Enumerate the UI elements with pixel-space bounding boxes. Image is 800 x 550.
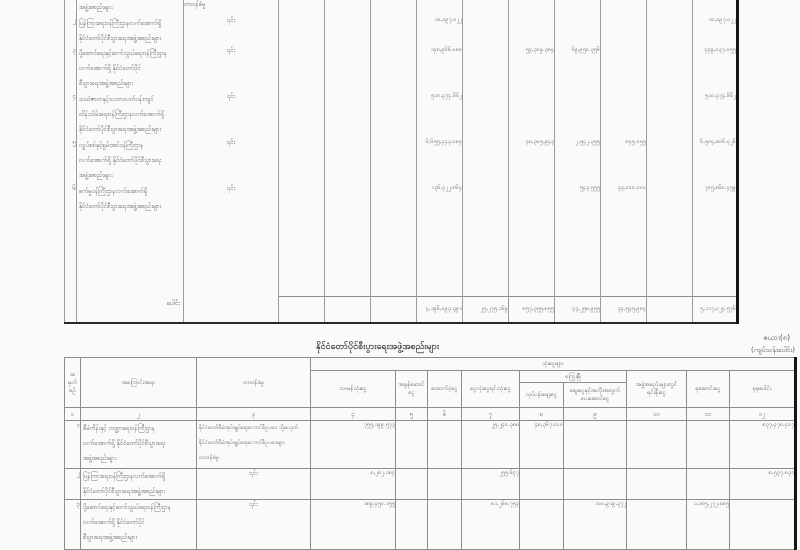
table-row: [65, 46, 738, 92]
column-number: ၃: [197, 408, 311, 421]
table-row: [65, 138, 738, 184]
row-label: [77, 46, 184, 92]
row-label: [77, 184, 184, 224]
label-line: လက်အောက်ရှိ နိုင်ငံတော်ပိုင်: [79, 65, 141, 72]
subsidy-header: ထောက်ပံ့ငွေ: [428, 371, 462, 408]
total-row: [65, 296, 738, 323]
label-line: ပြန်ကြားရေးဝန်ကြီးဌာနလက်အောက်ရှိ: [79, 20, 162, 27]
label-line: လက်အောက်ရှိ နိုင်ငံတော်ပိုင်စီးပွားရေး: [79, 157, 162, 164]
column-number: ၁၁: [687, 408, 730, 421]
subject-column-header: အကြောင်းအရာ: [81, 358, 197, 408]
amount-cell: [417, 0, 463, 16]
total-cell: ၅၁၀,၄၇၄.၆၆၂: [693, 92, 738, 138]
ordinary-expense-header: သာမန်သုံးငွေ: [311, 371, 396, 408]
row-serial: ၃: [65, 500, 81, 550]
amount-cell: ၈၁,၂၆၈.၇၅၃: [462, 500, 520, 550]
total-cell: [693, 0, 738, 16]
ditto-mark: ၎င်း: [184, 92, 279, 138]
row-label: [81, 421, 197, 469]
table-row: [65, 500, 796, 550]
grand-total-header: စုစုပေါင်း: [730, 371, 796, 408]
label-line: နိုင်ငံတော်ပိုင်စီးပွားရေးအဖွဲ့အစည်းများ: [79, 35, 162, 42]
row-serial: ၃: [65, 46, 77, 92]
responsibility-cell: တာဝန်ခံမှု: [184, 0, 279, 16]
label-line: လျှပ်စစ်နှင့်စွမ်းအင်ဝန်ကြီးဌာန: [79, 142, 144, 149]
empty-filler-row: [65, 224, 738, 296]
column-number-row: [65, 408, 796, 421]
total-amount: ၄၃,၂၅၈.၉၅၅: [555, 296, 601, 323]
amount-cell: ၆၉,၉၅၀.၃၅၆: [555, 46, 601, 92]
amount-cell: ၅၄၃.၅၅၅: [555, 184, 601, 224]
column-number: ၈: [520, 408, 564, 421]
responsibility-cell: နိုင်ငံတော်စီမံအုပ်ချုပ်ရေးကောင်စီဥပဒေ သို့မဟုတ် နိုင်ငံတော်စီမံအုပ်ချုပ်ရေးကောင်စီဥပဒေများ တာဝန်ခံမှု: [197, 421, 311, 469]
label-line: အဖွဲ့အစည်းများ: [83, 455, 117, 462]
total-label: ပေါင်း: [77, 296, 184, 323]
ditto-mark: ၎င်း: [184, 46, 279, 92]
table-row: [65, 184, 738, 224]
column-number: ၂: [81, 408, 197, 421]
label-line: အဖွဲ့အစည်းများ: [79, 172, 113, 179]
label-line: စီမံကိန်းနှင့် ဘဏ္ဍာရေးဝန်ကြီးဌာန: [83, 425, 155, 432]
label-line: လက်အောက်ရှိ နိုင်ငံတော်ပိုင်: [83, 519, 145, 526]
label-line: နိုင်ငံတော်ပိုင်စီးပွားရေးအဖွဲ့အစည်းများ: [79, 203, 162, 210]
amount-cell: ၆,၆၅၅,၄၄၃.၀၈၄: [417, 138, 463, 184]
label-line: ထိန်းသိမ်းရေးဝန်ကြီးဌာနလက်အောက်ရှိ: [79, 111, 164, 118]
row-label: [81, 500, 197, 550]
amount-cell: ၁၀,၀၉၇.၀၂၂: [417, 16, 463, 46]
amount-cell: ၄၈,၃၆၇.၀၀၀: [520, 421, 564, 469]
row-label: [77, 16, 184, 46]
see-expenditure-table: [64, 357, 797, 550]
capital-expense-header: ငွေလုံးငွေရင်းသုံးငွေ: [462, 371, 520, 408]
total-amount: ၃၄,၅၄၅.၉၈၄: [601, 296, 647, 323]
label-line: စက်မှုဝန်ကြီးဌာနလက်အောက်ရှိ: [79, 188, 148, 195]
column-number: ၄: [311, 408, 396, 421]
column-number: ၅: [396, 408, 428, 421]
amount-cell: ၁၈၉,၄၅၀.၁၅၅: [311, 500, 396, 550]
expenditure-group-header: သုံးငွေများ: [311, 358, 796, 371]
total-cell: ၆,၅၀၄,၈၀၆.၄၂၆: [693, 138, 738, 184]
amount-cell: ၁၀၀,၉၁၉.၃၇၂: [564, 500, 627, 550]
column-number: ၇: [462, 408, 520, 421]
unit-note: (ကျပ်သန်းပေါင်း): [750, 346, 795, 354]
ditto-mark: ၎င်း: [184, 16, 279, 46]
ditto-mark: ၎င်း: [197, 500, 311, 550]
section-title: နိုင်ငံတော်ပိုင်စီးပွားရေးအဖွဲ့အစည်းများ: [316, 342, 440, 352]
amount-cell: ၅၄,၃၀၉.၃၈၄: [509, 46, 555, 92]
total-cell: ၄၄၉,၀၃၇.၀၅၅: [693, 46, 738, 92]
row-serial: ၆: [65, 184, 77, 224]
column-number: ၁၀: [627, 408, 687, 421]
amount-cell: ၁၃၆,၄၂၂.၈၆၄: [417, 184, 463, 224]
total-cell: ၈၃၇,၄၇၈.၄၀၇: [730, 421, 796, 469]
label-line: ပို့ဆောင်ရေးနှင့်ဆက်သွယ်ရေးဝန်ကြီးဌာန: [83, 504, 171, 511]
table-number: ဇယား(၈): [763, 333, 790, 342]
label-line: နိုင်ငံတော်ပိုင်စီးပွားရေးအဖွဲ့အစည်းများ: [83, 488, 166, 495]
label-line: စီးပွားရေးအဖွဲ့အစည်းများ: [79, 80, 134, 87]
savings-header: စုဆောင်းငွေ: [687, 371, 730, 408]
amount-cell: ၈၄၅.၀၅၅: [601, 138, 647, 184]
row-serial: ၁: [65, 421, 81, 469]
row-label: [81, 469, 197, 500]
table-row: [65, 0, 738, 16]
tax-payment-header: အခွန်ဆောင်ငွေ: [396, 371, 428, 408]
amount-cell: ၅၁၀,၄၇၄.၆၆၂: [417, 92, 463, 138]
amount-cell: ၃၃,၀၀၀.၀၀၀: [601, 184, 647, 224]
amount-cell: ၄၈,၃၀၅.၉၄၃: [509, 138, 555, 184]
label-line: ပြန်ကြားရေးဝန်ကြီးဌာနလက်အောက်ရှိ: [83, 473, 166, 480]
row-label: [77, 0, 184, 16]
row-serial: ၂: [65, 469, 81, 500]
total-cell: ၁၀,၀၉၇.၀၂၂: [693, 16, 738, 46]
table-row: [65, 16, 738, 46]
column-number: ၉: [564, 408, 627, 421]
amount-cell: [509, 16, 555, 46]
investment-header: အဖွဲ့အစည်းများတွင် ရင်းနှီးငွေ: [627, 371, 687, 408]
table-row: [65, 469, 796, 500]
total-cell: ၇၀၅,၈၆၀.၄၅၉: [693, 184, 738, 224]
grand-total-amount: ၅,၁၁၇,၀၂၄.၅၇၆: [693, 296, 738, 323]
amount-cell: ၂၅,၂၄၀.၃၈၈: [462, 421, 520, 469]
label-line: သယံဇာတနှင့်သဘာဝပတ်ဝန်းကျင်: [79, 96, 154, 103]
amount-cell: ၂,၅၄၂.၃၅၅: [555, 138, 601, 184]
amount-cell: ၁,၁၈၅,၂၇၂.၈၈၅: [687, 500, 730, 550]
label-line: စီးပွားရေးအဖွဲ့အစည်းများ: [83, 534, 138, 541]
table-row: [65, 92, 738, 138]
row-serial: [65, 0, 77, 16]
responsibility-column-header: တာဝန်ခံမှု: [197, 358, 311, 408]
previous-section-table: [64, 0, 739, 324]
amount-cell: ၇၅၅,၁၉၉.၅၇၃: [311, 421, 396, 469]
label-line: နိုင်ငံတော်ပိုင်စီးပွားရေးအဖွဲ့အစည်းများ: [79, 126, 162, 133]
table-row: [65, 421, 796, 469]
row-label: [77, 92, 184, 138]
loan-interest-header: ချေးငွေနှင့်အတိုးအတွက် ပေးဆောင်ငွေ: [564, 383, 627, 408]
amount-cell: [555, 16, 601, 46]
label-line: အဖွဲ့အစည်းများ: [79, 4, 113, 11]
label-line: လက်အောက်ရှိ နိုင်ငံတော်ပိုင်စီးပွားရေး: [83, 440, 166, 447]
total-amount: ၂၅,၂၇၅.၁၆၉: [463, 296, 509, 323]
ditto-mark: ၎င်း: [197, 469, 311, 500]
amount-cell: ၁၄၈,၉၆၆.၀၈၀: [417, 46, 463, 92]
header-row: [65, 358, 796, 371]
debt-group-header: ကြွေးမြီ: [520, 371, 627, 383]
business-loan-header: လုပ်ငန်းချေးငွေ: [520, 383, 564, 408]
serial-column-header: အ မှတ် စဉ်: [65, 358, 81, 408]
amount-cell: ၈,၂၈၂.၁၈၄: [311, 469, 396, 500]
column-number: ၁: [65, 408, 81, 421]
row-serial: ၂: [65, 16, 77, 46]
amount-cell: [601, 16, 647, 46]
ditto-mark: ၎င်း: [184, 184, 279, 224]
row-label: [77, 138, 184, 184]
row-serial: ၄: [65, 92, 77, 138]
total-cell: ၈,၅၃၇.၈၃၁: [730, 469, 796, 500]
row-serial: ၅: [65, 138, 77, 184]
column-number: ၆: [428, 408, 462, 421]
amount-cell: ၂၅၅.၆၄၇: [462, 469, 520, 500]
total-amount: ၄,၁၉၆,၀၉၃.၃၉၁: [417, 296, 463, 323]
total-amount: ၈၅၇,၃၅၅.၈၅၅: [509, 296, 555, 323]
column-number: ၁၂: [730, 408, 796, 421]
label-line: ပို့ဆောင်ရေးနှင့်ဆက်သွယ်ရေးဝန်ကြီးဌာန: [79, 50, 167, 57]
ditto-mark: ၎င်း: [184, 138, 279, 184]
